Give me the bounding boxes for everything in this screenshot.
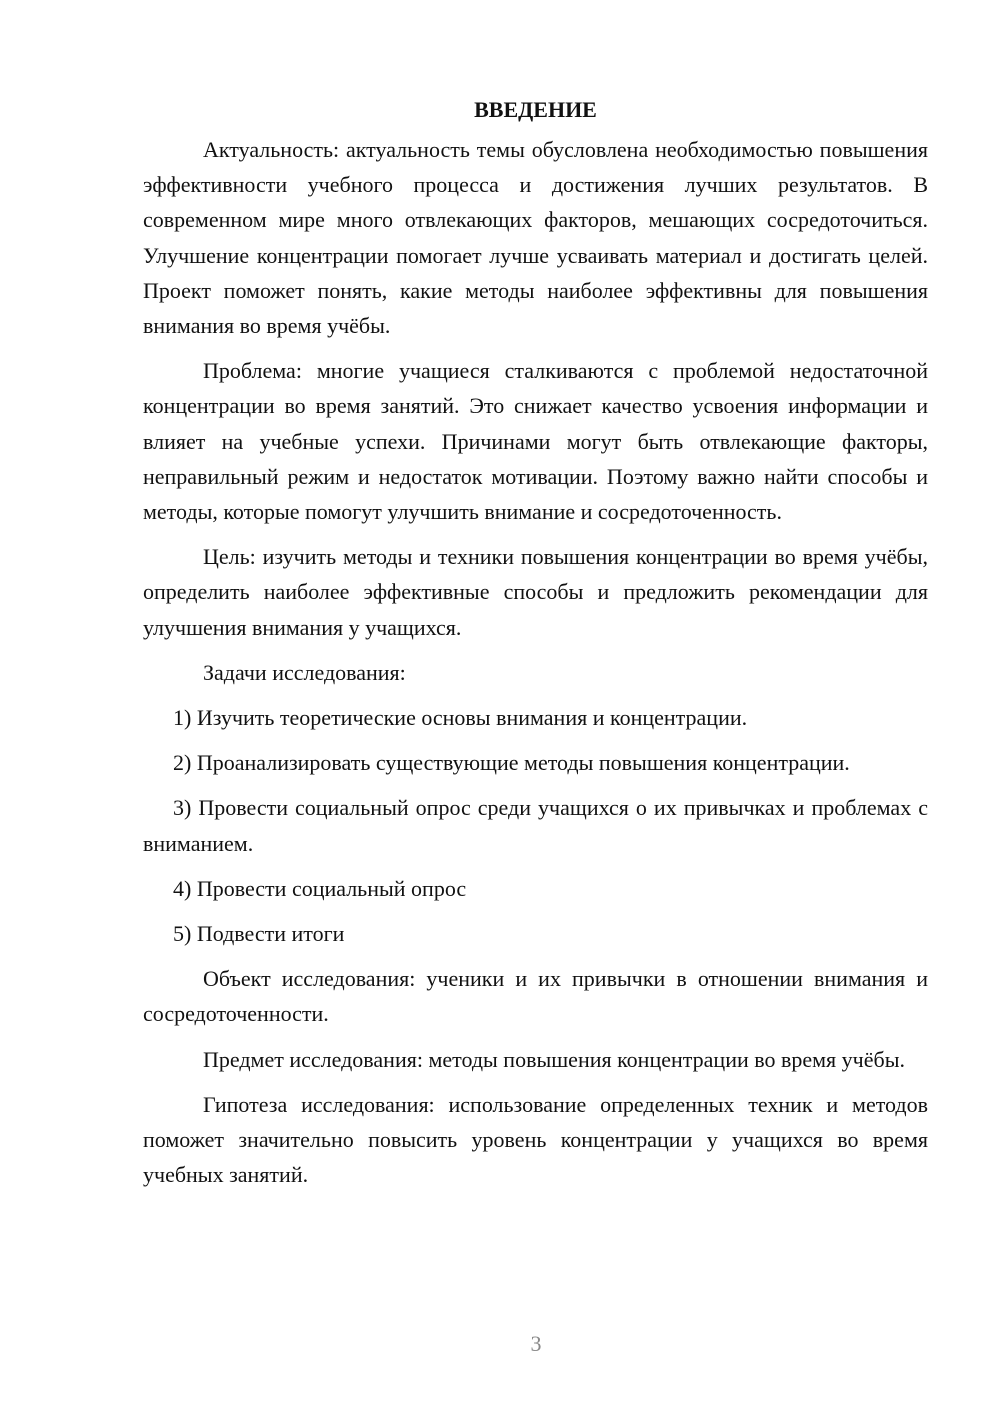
task-item: 5) Подвести итоги bbox=[173, 921, 345, 947]
section-heading: ВВЕДЕНИЕ bbox=[474, 97, 597, 122]
task-item: 2) Проанализировать существующие методы повышения концентрации. bbox=[173, 750, 850, 776]
task-item: 4) Провести социальный опрос bbox=[173, 875, 467, 901]
task-item: 1) Изучить теоретические основы внимания и концентрации. bbox=[173, 705, 748, 731]
task-item: 3) Провести социальный опрос среди учащихся о их привычках и проблемах с вниманием. bbox=[143, 795, 928, 856]
object-paragraph: Объект исследования: ученики и их привычки в отношении внимания и сосредоточенности. bbox=[143, 966, 928, 1027]
problem-paragraph: Проблема: многие учащиеся сталкиваются с проблемой недостаточной концентрации во время занятий. Это снижает качество усвоения информации и влияет на учебные успехи. Причинами могут быть отвлекающие факторы, неправильный режим и недостаток мотивации. Поэтому важно найти способы и методы, которые помогут улучшить внимание и сосредоточенность. bbox=[143, 358, 928, 525]
subject-paragraph: Предмет исследования: методы повышения концентрации во время учёбы. bbox=[203, 1046, 905, 1072]
goal-paragraph: Цель: изучить методы и техники повышения концентрации во время учёбы, определить наиболее эффективные способы и предложить рекомендации для улучшения внимания у учащихся. bbox=[143, 544, 928, 640]
hypothesis-paragraph: Гипотеза исследования: использование определенных техник и методов поможет значительно повысить уровень концентрации у учащихся во время учебных занятий. bbox=[143, 1091, 928, 1188]
relevance-paragraph: Актуальность: актуальность темы обусловлена необходимостью повышения эффективности учебного процесса и достижения лучших результатов. В современном мире много отвлекающих факторов, мешающих сосредоточиться. Улучшение концентрации помогает лучше усваивать материал и достигать целей. Проект поможет понять, какие методы наиболее эффективны для повышения внимания во время учёбы. bbox=[143, 137, 928, 339]
page-number: 3 bbox=[530, 1331, 542, 1356]
tasks-heading: Задачи исследования: bbox=[203, 659, 406, 685]
document-page bbox=[143, 92, 928, 1202]
